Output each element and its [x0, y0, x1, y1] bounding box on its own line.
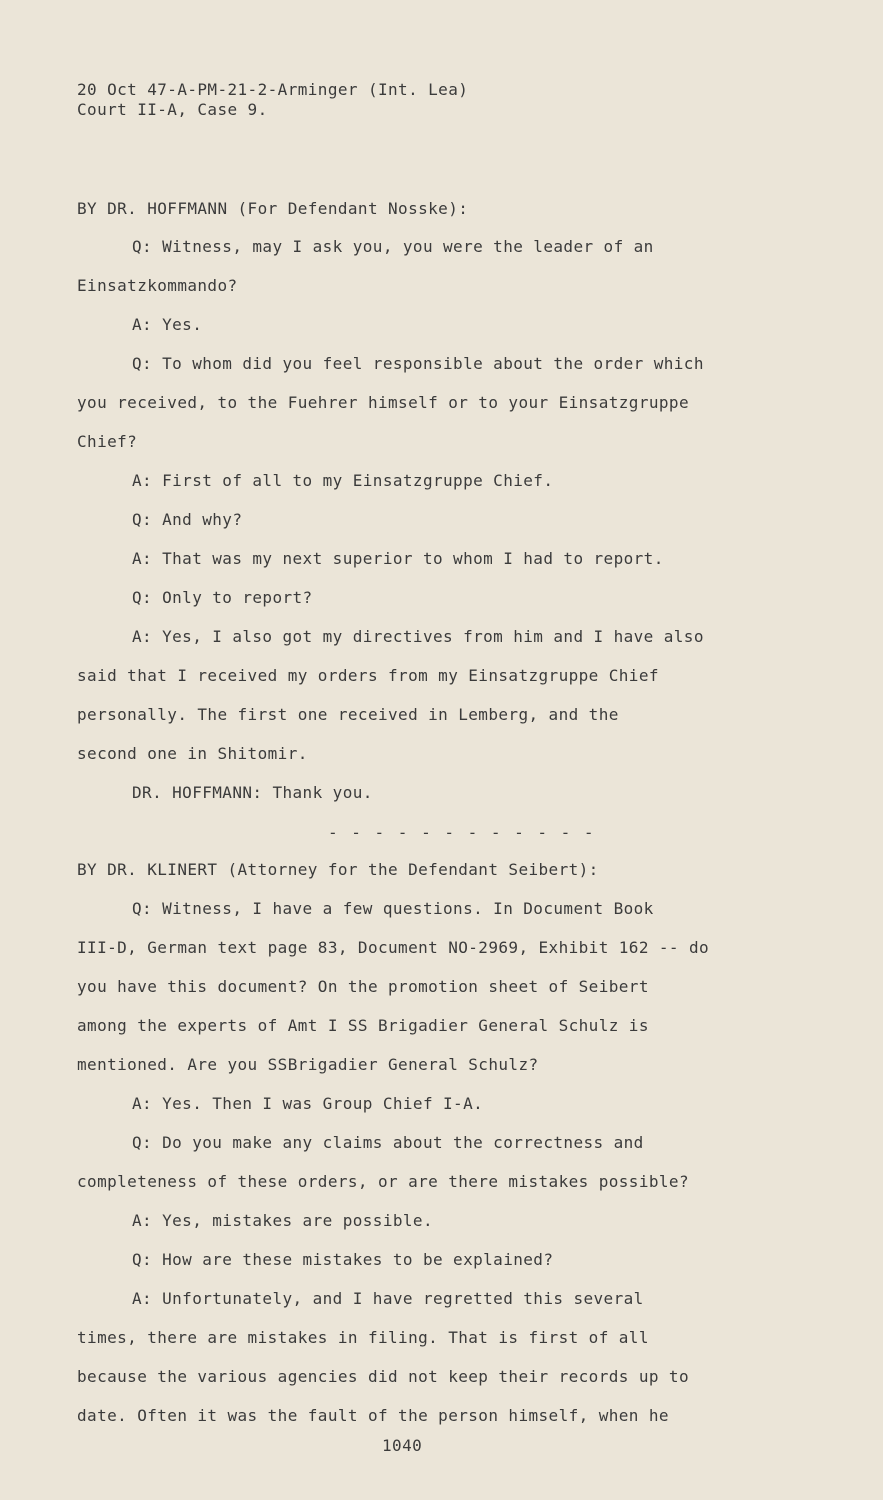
transcript-line: A: That was my next superior to whom I had to report. [132, 549, 664, 568]
transcript-line: you received, to the Fuehrer himself or to your Einsatzgruppe [77, 393, 690, 412]
transcript-line: A: Unfortunately, and I have regretted this several [132, 1289, 644, 1308]
transcript-line: Q: Witness, I have a few questions. In Document Book [132, 899, 654, 918]
transcript-line: Einsatzkommando? [77, 276, 238, 295]
transcript-line: A: Yes. [132, 315, 203, 334]
transcript-line: completeness of these orders, or are there mistakes possible? [77, 1172, 690, 1191]
transcript-line: personally. The first one received in Lemberg, and the [77, 705, 619, 724]
transcript-line: DR. HOFFMANN: Thank you. [132, 783, 373, 802]
transcript-line: times, there are mistakes in filing. That is first of all [77, 1328, 649, 1347]
transcript-line: second one in Shitomir. [77, 744, 308, 763]
transcript-line: Chief? [77, 432, 138, 451]
transcript-line: among the experts of Amt I SS Brigadier General Schulz is [77, 1016, 649, 1035]
transcript-line: A: Yes, mistakes are possible. [132, 1211, 433, 1230]
header-line-1: 20 Oct 47-A-PM-21-2-Arminger (Int. Lea) [77, 80, 469, 99]
section-heading-klinert: BY DR. KLINERT (Attorney for the Defendant Seibert): [77, 860, 599, 879]
section-heading-hoffmann: BY DR. HOFFMANN (For Defendant Nosske): [77, 199, 469, 218]
transcript-line: date. Often it was the fault of the person himself, when he [77, 1406, 669, 1425]
page-number: 1040 [382, 1436, 423, 1455]
transcript-line: Q: To whom did you feel responsible about the order which [132, 354, 704, 373]
section-divider: - - - - - - - - - - - - [328, 823, 596, 842]
transcript-line: A: Yes. Then I was Group Chief I-A. [132, 1094, 484, 1113]
transcript-line: Q: And why? [132, 510, 243, 529]
transcript-line: A: Yes, I also got my directives from him and I have also [132, 627, 704, 646]
header-line-2: Court II-A, Case 9. [77, 100, 268, 119]
transcript-line: you have this document? On the promotion sheet of Seibert [77, 977, 649, 996]
transcript-line: Q: Witness, may I ask you, you were the leader of an [132, 237, 654, 256]
transcript-line: Q: How are these mistakes to be explained? [132, 1250, 554, 1269]
transcript-line: Q: Only to report? [132, 588, 313, 607]
transcript-line: III-D, German text page 83, Document NO-2969, Exhibit 162 -- do [77, 938, 710, 957]
transcript-line: Q: Do you make any claims about the correctness and [132, 1133, 644, 1152]
transcript-line: mentioned. Are you SSBrigadier General Schulz? [77, 1055, 539, 1074]
transcript-line: because the various agencies did not keep their records up to [77, 1367, 690, 1386]
transcript-line: A: First of all to my Einsatzgruppe Chief. [132, 471, 554, 490]
transcript-line: said that I received my orders from my Einsatzgruppe Chief [77, 666, 659, 685]
